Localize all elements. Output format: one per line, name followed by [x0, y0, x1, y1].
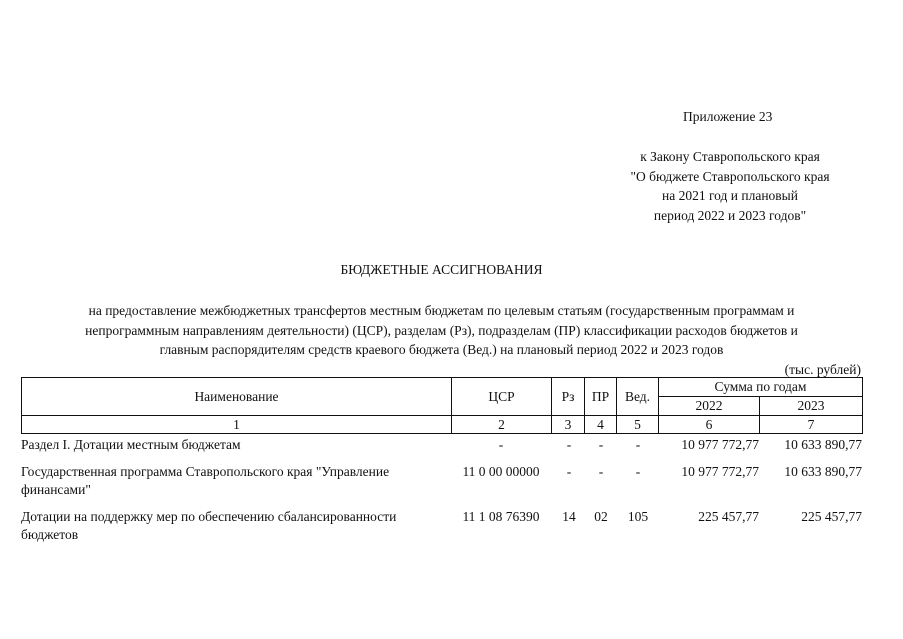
row-name — [21, 508, 449, 544]
row-sum-2022: 10 977 772,77 — [681, 464, 759, 479]
row-csr: 11 1 08 76390 — [462, 509, 540, 524]
subtitle-line: главным распорядителям средств краевого бюджета (Вед.) на плановый период 2022 и 2023 годов — [159, 342, 724, 357]
units-label: (тыс. рублей) — [784, 362, 861, 377]
table-row — [21, 463, 862, 508]
header-year-2023: 2023 — [760, 397, 863, 416]
row-sum-2023: 225 457,77 — [801, 509, 862, 524]
row-ved: - — [635, 464, 641, 479]
column-number: 1 — [22, 416, 452, 434]
row-name-line: Раздел I. Дотации местным бюджетам — [21, 437, 241, 452]
row-name — [21, 436, 449, 454]
row-sum-2022: 10 977 772,77 — [681, 437, 759, 452]
column-number: 7 — [760, 416, 863, 434]
row-pr: - — [598, 437, 604, 452]
column-number: 3 — [552, 416, 585, 434]
law-ref-line: к Закону Ставропольского края — [640, 149, 820, 164]
row-sum-2023: 10 633 890,77 — [784, 464, 862, 479]
row-csr: 11 0 00 00000 — [462, 464, 540, 479]
header-name: Наименование — [22, 378, 452, 416]
row-ved: 105 — [627, 509, 649, 524]
subtitle-line: на предоставление межбюджетных трансфертов местным бюджетам по целевым статьям (государственным программам и — [88, 303, 795, 318]
column-number: 6 — [659, 416, 760, 434]
row-csr: - — [498, 437, 504, 452]
row-sum-2022: 225 457,77 — [698, 509, 759, 524]
column-number: 4 — [585, 416, 617, 434]
row-sum-2023: 10 633 890,77 — [784, 437, 862, 452]
law-ref-line: на 2021 год и плановый — [662, 188, 798, 203]
row-name-line: Дотации на поддержку мер по обеспечению сбалансированности — [21, 509, 397, 524]
row-rz: 14 — [562, 509, 576, 524]
appendix-number: Приложение 23 — [683, 109, 773, 124]
row-name — [21, 463, 449, 499]
header-rz: Рз — [552, 378, 585, 416]
row-rz: - — [566, 437, 572, 452]
row-name-line: Государственная программа Ставропольского края "Управление — [21, 464, 390, 479]
table-row — [21, 436, 862, 463]
header-csr: ЦСР — [452, 378, 552, 416]
document-title: БЮДЖЕТНЫЕ АССИГНОВАНИЯ — [340, 262, 543, 277]
row-pr: - — [598, 464, 604, 479]
table-row — [21, 508, 862, 548]
table-header — [21, 377, 863, 434]
subtitle-line: непрограммным направлениям деятельности) (ЦСР), разделам (Рз), подразделам (ПР) классификации расходов бюджетов и — [85, 322, 798, 338]
header-year-2022: 2022 — [659, 397, 760, 416]
header-pr: ПР — [585, 378, 617, 416]
header-ved: Вед. — [617, 378, 659, 416]
row-ved: - — [635, 437, 641, 452]
table-body — [21, 436, 862, 548]
row-name-line: финансами" — [21, 482, 91, 497]
row-name-line: бюджетов — [21, 527, 79, 542]
column-number: 2 — [452, 416, 552, 434]
law-ref-line: "О бюджете Ставропольского края — [630, 168, 830, 184]
row-rz: - — [566, 464, 572, 479]
row-pr: 02 — [594, 509, 608, 524]
law-reference — [560, 147, 900, 225]
header-sum-group: Сумма по годам — [659, 378, 863, 397]
document-subtitle — [20, 301, 863, 360]
column-number: 5 — [617, 416, 659, 434]
law-ref-line: период 2022 и 2023 годов" — [653, 207, 807, 223]
